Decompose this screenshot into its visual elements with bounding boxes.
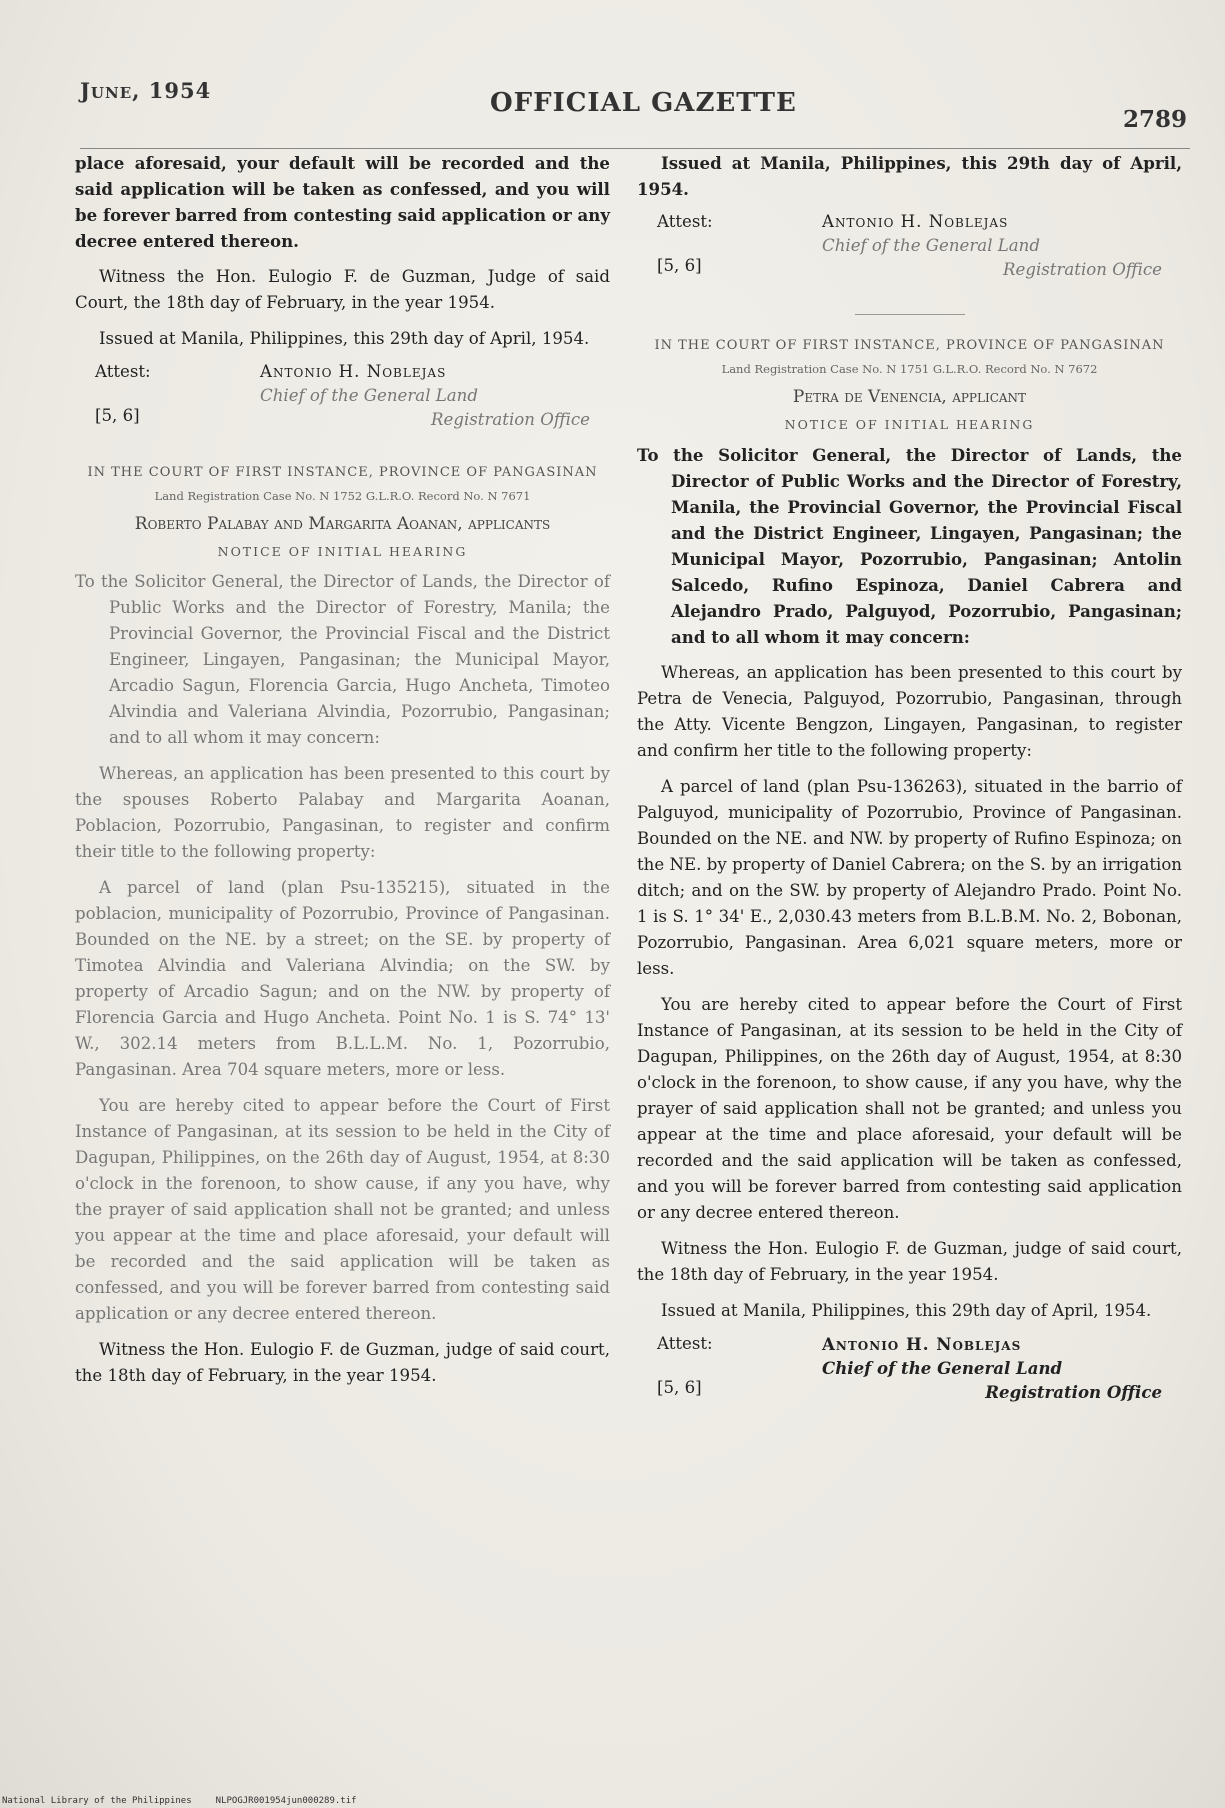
left-column [75,150,610,1399]
attest-title-line1: Chief of the General Land [260,386,478,405]
applicant: Petra de Venencia, applicant [792,387,1027,407]
attest-reference: [5, 6] [657,256,702,275]
continued-paragraph: place aforesaid, your default will be recorded and the said application will be taken as confessed, and you will be forever barred from contesting said application or any decree entered thereon. [75,153,610,251]
attest-block-top [637,212,1182,292]
cited-paragraph: You are hereby cited to appear before the Court of First Instance of Pangasinan, at its session to be held in the City of Dagupan, Philippines, on the 26th day of August, 1954, at 8:30 o'clock in the forenoon, to show cause, if any you have, why the prayer of said application shall not be granted; and unless you appear at the time and place aforesaid, your default will be recorded and the said application will be taken as confessed, and you will be forever barred from contesting said application or any decree entered thereon. [75,1096,610,1323]
attest-label: Attest: [95,362,151,381]
whereas-paragraph: Whereas, an application has been presented to this court by Petra de Venecia, Palguyod, Pozorrubio, Pangasinan, through the Atty. Vicente Bengzon, Lingayen, Pangasinan, to register and confirm her title to the following property: [637,663,1182,760]
attest-title-line2: Registration Office [431,410,590,429]
parcel-paragraph: A parcel of land (plan Psu-136263), situated in the barrio of Palguyod, municipality of Pozorrubio, Province of Pangasinan. Bounded on the NE. and NW. by property of Rufino Espinoza; on the NE. by property of Daniel Cabrera; on the S. by an irrigation ditch; and on the SW. by property of Alejandro Prado. Point No. 1 is S. 1° 34' E., 2,030.43 meters from B.L.B.M. No. 2, Bobonan, Pozorrubio, Pangasinan. Area 6,021 square meters, more or less. [637,777,1182,978]
witness-paragraph: Witness the Hon. Eulogio F. de Guzman, Judge of said Court, the 18th day of February, in the year 1954. [75,267,610,312]
attest-signatory: Antonio H. Noblejas [260,362,447,381]
witness-paragraph: Witness the Hon. Eulogio F. de Guzman, judge of said court, the 18th day of February, in the year 1954. [637,1239,1182,1284]
whereas-paragraph: Whereas, an application has been presented to this court by the spouses Roberto Palabay and Margarita Aoanan, Poblacion, Pozorrubio, Pangasinan, to register and confirm their title to the following property: [75,764,610,861]
case-number: Land Registration Case No. N 1751 G.L.R.O. Record No. N 7672 [721,362,1098,376]
attest-block-bottom [637,1334,1182,1414]
scan-filename: NLPOGJR001954jun000289.tif [215,1796,357,1806]
attest-title-line1: Chief of the General Land [822,1358,1063,1378]
issued-paragraph-bottom: Issued at Manila, Philippines, this 29th day of April, 1954. [661,1301,1152,1320]
attest-reference: [5, 6] [95,406,140,425]
attest-signatory: Antonio H. Noblejas [822,1334,1022,1354]
attest-title-line1: Chief of the General Land [822,236,1040,255]
court-heading: IN THE COURT OF FIRST INSTANCE, PROVINCE OF PANGASINAN [654,338,1165,353]
page-header [80,78,1195,133]
library-name: National Library of the Philippines [2,1796,192,1806]
issued-paragraph: Issued at Manila, Philippines, this 29th day of April, 1954. [99,329,590,348]
header-rule [80,148,1190,149]
publication-title: OFFICIAL GAZETTE [490,88,797,118]
attest-reference: [5, 6] [657,1378,702,1397]
attest-title-line2: Registration Office [985,1382,1162,1402]
attest-label: Attest: [657,1334,713,1353]
cited-paragraph: You are hereby cited to appear before the Court of First Instance of Pangasinan, at its session to be held in the City of Dagupan, Philippines, on the 26th day of August, 1954, at 8:30 o'clock in the forenoon, to show cause, if any you have, why the prayer of said application shall not be granted; and unless you appear at the time and place aforesaid, your default will be recorded and the said application will be taken as confessed, and you will be forever barred from contesting said application or any decree entered thereon. [637,995,1182,1222]
witness-paragraph-2: Witness the Hon. Eulogio F. de Guzman, judge of said court, the 18th day of February, in the year 1954. [75,1340,610,1385]
attest-signatory: Antonio H. Noblejas [822,212,1009,231]
addressees-paragraph: To the Solicitor General, the Director of Lands, the Director of Public Works and the Director of Forestry, Manila; the Provincial Governor, the Provincial Fiscal and the District Engineer, Lingayen, Pangasinan; the Municipal Mayor, Arcadio Sagun, Florencia Garcia, Hugo Ancheta, Timoteo Alvindia and Valeriana Alvindia, Pozorrubio, Pangasinan; and to all whom it may concern: [75,572,610,747]
parcel-paragraph: A parcel of land (plan Psu-135215), situated in the poblacion, municipality of Pozorrubio, Province of Pangasinan. Bounded on the NE. by a street; on the SE. by property of Timotea Alvindia and Valeriana Alvindia; on the SW. by property of Arcadio Sagun; and on the NW. by property of Florencia Garcia and Hugo Ancheta. Point No. 1 is S. 74° 13' W., 302.14 meters from B.L.L.M. No. 1, Pozorrubio, Pangasinan. Area 704 square meters, more or less. [75,878,610,1079]
page-number: 2789 [1122,106,1187,133]
section-divider [855,314,965,315]
scan-footer [2,1796,357,1806]
attest-title-line2: Registration Office [1003,260,1162,279]
notice-heading: NOTICE OF INITIAL HEARING [784,417,1035,432]
notice-heading: NOTICE OF INITIAL HEARING [217,544,468,559]
addressees-paragraph: To the Solicitor General, the Director of Lands, the Director of Public Works and the Director of Forestry, Manila, the Provincial Governor, the Provincial Fiscal and the District Engineer, Lingayen, Pangasinan; the Municipal Mayor, Pozorrubio, Pangasinan; Antolin Salcedo, Rufino Espinoza, Daniel Cabrera and Alejandro Prado, Palguyod, Pozorrubio, Pangasinan; and to all whom it may concern: [637,445,1182,647]
right-column [637,150,1182,1420]
attest-block [75,362,610,442]
header-date: June, 1954 [80,78,212,103]
case-number: Land Registration Case No. N 1752 G.L.R.O. Record No. N 7671 [154,489,531,503]
issued-paragraph-top: Issued at Manila, Philippines, this 29th day of April, 1954. [637,153,1182,199]
court-heading: IN THE COURT OF FIRST INSTANCE, PROVINCE OF PANGASINAN [87,465,598,480]
applicants: Roberto Palabay and Margarita Aoanan, applicants [134,514,551,534]
attest-label: Attest: [657,212,713,231]
